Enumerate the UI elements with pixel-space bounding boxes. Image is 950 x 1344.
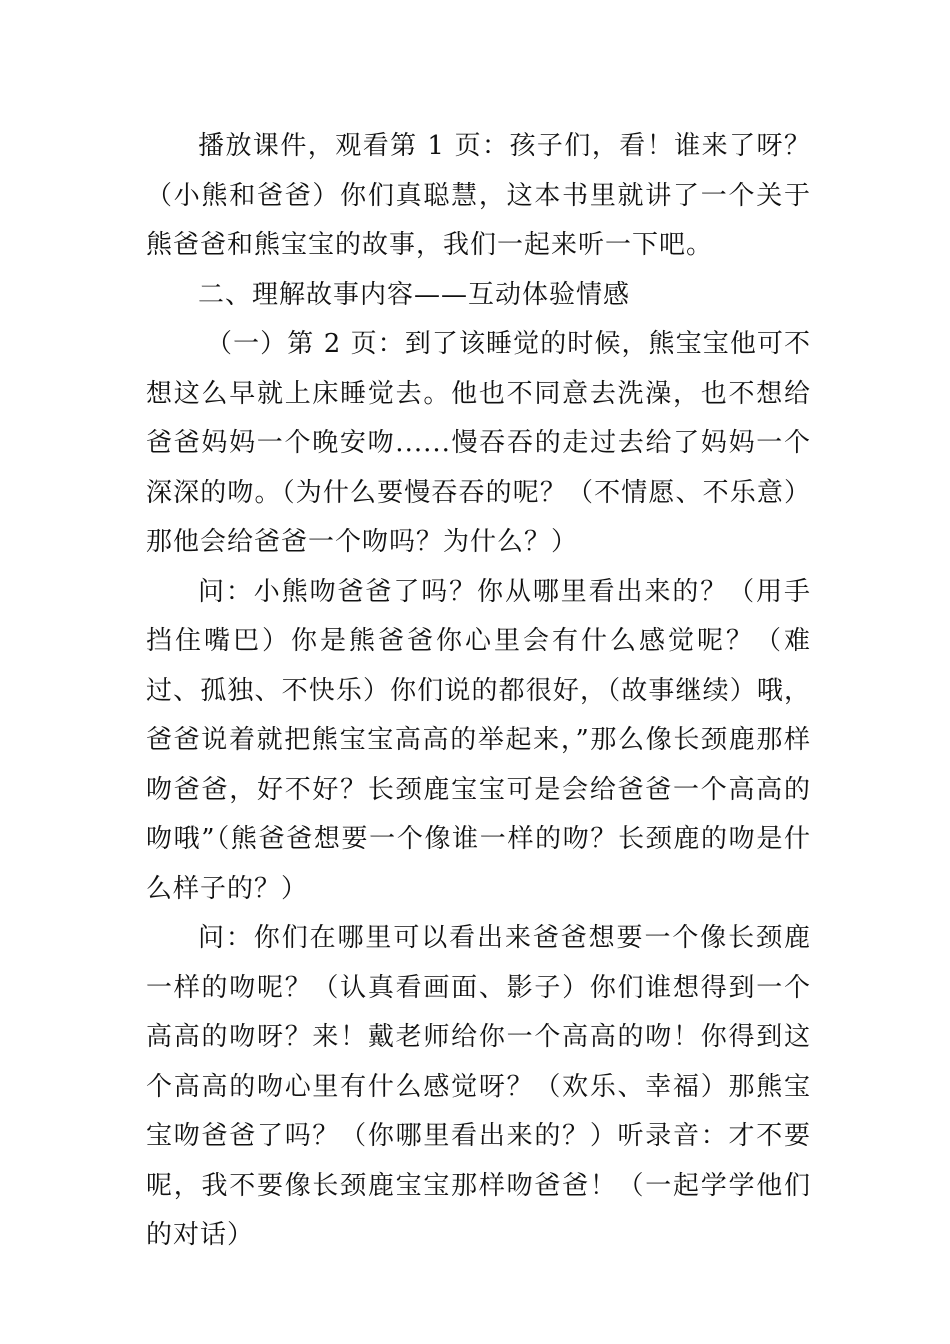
section-heading: 二、理解故事内容——互动体验情感 (198, 279, 631, 310)
paragraph-question-2: 问：你们在哪里可以看出来爸爸想要一个像长颈鹿一样的吻呢？（认真看画面、影子）你们谁想得到一个高高的吻呀？来！戴老师给你一个高高的吻！你得到这个高高的吻心里有什么感觉呀？（欢乐、幸福）那熊宝宝吻爸爸了吗？（你哪里看出来的？）听录音：才不要呢，我不要像长颈鹿宝宝那样吻爸爸！（一起学学他们的对话） (146, 923, 811, 1250)
paragraph-question-1: 问：小熊吻爸爸了吗？你从哪里看出来的？（用手挡住嘴巴）你是熊爸爸你心里会有什么感觉呢？（难过、孤独、不快乐）你们说的都很好，（故事继续）哦，爸爸说着就把熊宝宝高高的举起来，”那么像长颈鹿那样吻爸爸，好不好？长颈鹿宝宝可是会给爸爸一个高高的吻哦”（熊爸爸想要一个像谁一样的吻？长颈鹿的吻是什么样子的？） (146, 576, 811, 904)
paragraph-page-2: （一）第 2 页：到了该睡觉的时候，熊宝宝他可不想这么早就上床睡觉去。他也不同意去洗澡，也不想给爸爸妈妈一个晚安吻......慢吞吞的走过去给了妈妈一个深深的吻。（为什么要慢吞吞的呢？（不情愿、不乐意）那他会给爸爸一个吻吗？为什么？） (146, 329, 811, 557)
document-body (146, 122, 811, 1261)
paragraph-intro: 播放课件，观看第 1 页：孩子们，看！谁来了呀？（小熊和爸爸）你们真聪慧，这本书里就讲了一个关于熊爸爸和熊宝宝的故事，我们一起来听一下吧。 (146, 131, 811, 260)
